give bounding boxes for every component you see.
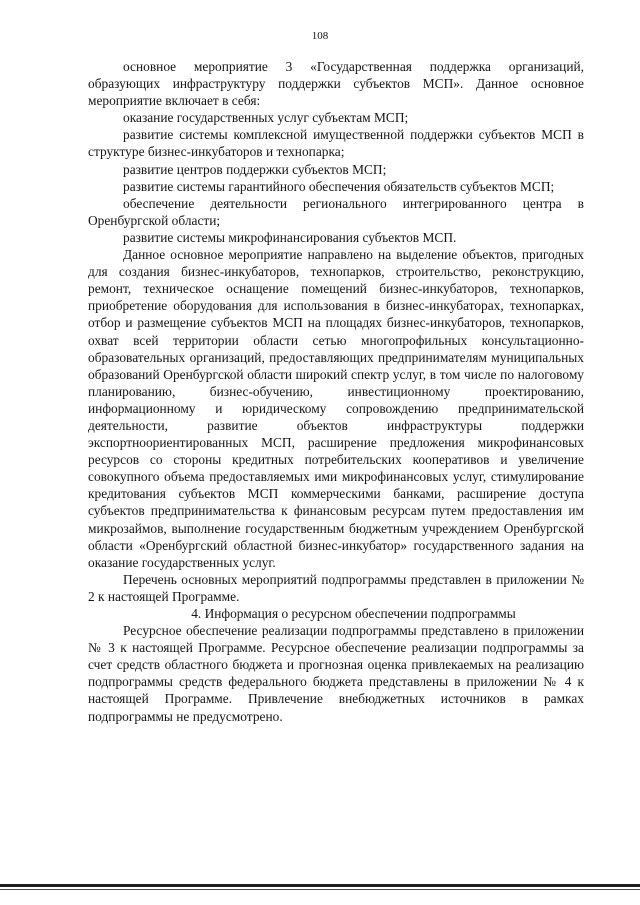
paragraph-1: основное мероприятие 3 «Государственная поддержка организаций, образующих инфраструктуру поддержки субъектов МСП». Данное основное мероприятие включает в себя: bbox=[88, 59, 584, 109]
paragraph-9: Перечень основных мероприятий подпрограммы представлен в приложении № 2 к настоящей Программе. bbox=[88, 571, 584, 604]
paragraph-5: развитие системы гарантийного обеспечения обязательств субъектов МСП; bbox=[123, 178, 555, 194]
paragraph-2: оказание государственных услуг субъектам МСП; bbox=[123, 110, 409, 126]
paragraph-7: развитие системы микрофинансирования субъектов МСП. bbox=[123, 229, 457, 245]
footer-rule-thin bbox=[0, 889, 640, 890]
paragraph-10: Ресурсное обеспечение реализации подпрограммы представлено в приложении № 3 к настоящей Программе. Ресурсное обеспечение реализации подпрограммы за счет средств областного бюджета и прогнозная оценка привлекаемых на реализацию подпрограммы средств федерального бюджета представлены в приложении № 4 к настоящей Программе. Привлечение внебюджетных источников в рамках подпрограммы не предусмотрено. bbox=[88, 623, 584, 724]
page-number: 108 bbox=[311, 30, 329, 42]
footer-rule bbox=[0, 884, 640, 887]
section-heading: 4. Информация о ресурсном обеспечении подпрограммы bbox=[191, 606, 516, 621]
paragraph-8: Данное основное мероприятие направлено на выделение объектов, пригодных для создания бизнес-инкубаторов, технопарков, строительство, реконструкцию, ремонт, техническое оснащение помещений бизнес-инкубаторов, технопарков, приобретение оборудования для использования в бизнес-инкубаторах, технопарках, отбор и размещение субъектов МСП на площадях бизнес-инкубаторов, технопарков, охват всей территории области сетью многопрофильных консультационно-образовательных организаций, предоставляющих предпринимателям муниципальных образований Оренбургской области широкий спектр услуг, в том числе по налоговому планированию, бизнес-обучению, инвестиционному проектированию, информационному и юридическому сопровождению предпринимательской деятельности, развитие объектов инфраструктуры поддержки экспортноориентированных МСП, расширение предложения микрофинансовых ресурсов со стороны кредитных потребительских кооперативов и увеличение совокупного объема предоставляемых ими микрофинансовых услуг, стимулирование кредитования субъектов МСП коммерческими банками, расширение доступа субъектов предпринимательства к финансовым ресурсам путем предоставления им микрозаймов, выполнение государственным бюджетным учреждением Оренбургской области «Оренбургский областной бизнес-инкубатор» государственного задания на оказание государственных услуг. bbox=[88, 247, 584, 570]
paragraph-3: развитие системы комплексной имущественной поддержки субъектов МСП в структуре бизнес-инкубаторов и технопарка; bbox=[88, 127, 584, 160]
document-body bbox=[88, 58, 584, 725]
paragraph-6: обеспечение деятельности регионального интегрированного центра в Оренбургской области; bbox=[88, 195, 584, 228]
paragraph-4: развитие центров поддержки субъектов МСП; bbox=[123, 161, 387, 177]
